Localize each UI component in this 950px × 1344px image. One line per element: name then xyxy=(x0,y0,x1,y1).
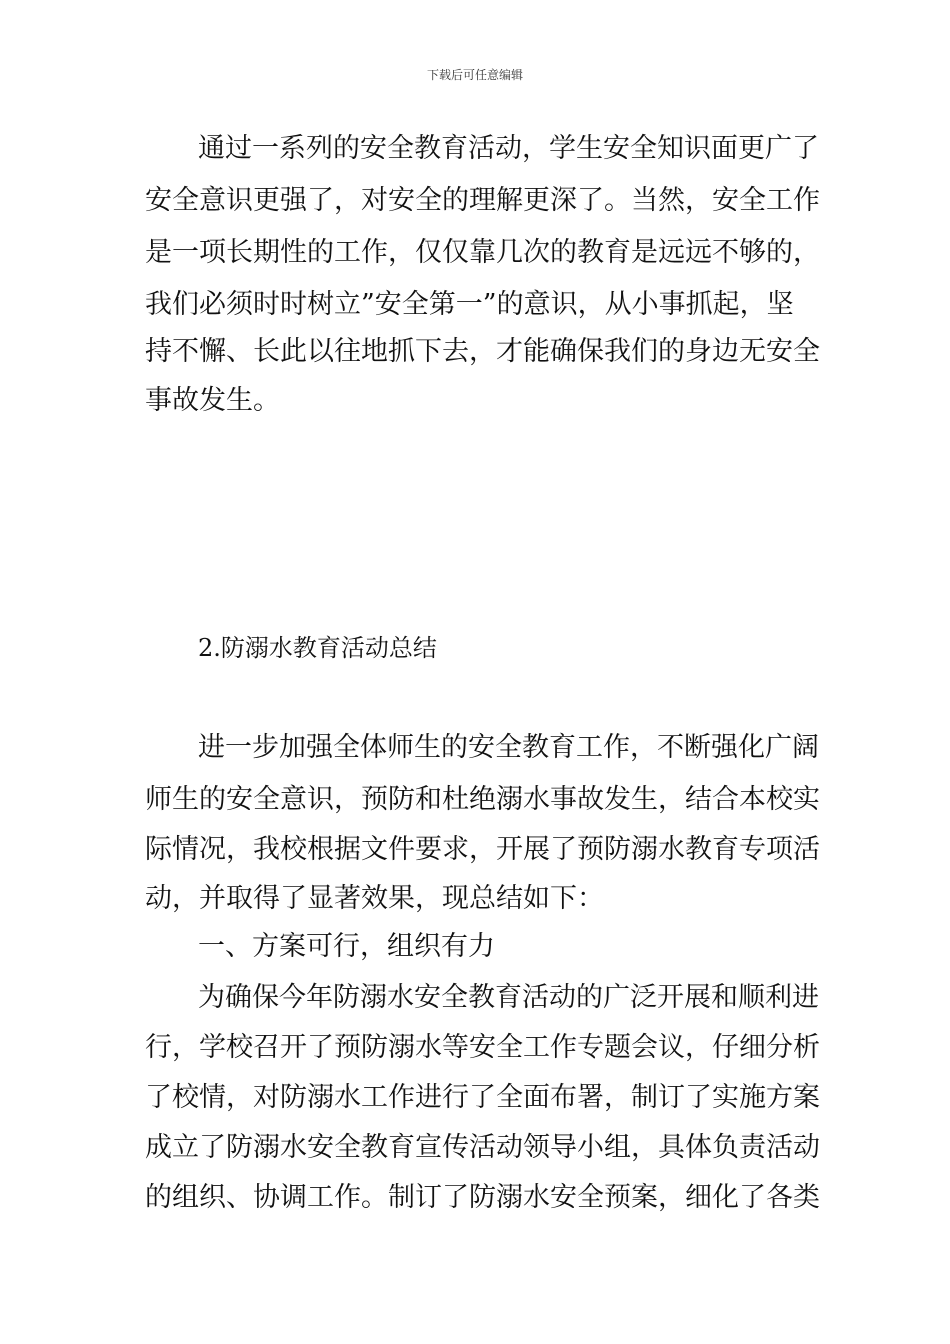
paragraph-line: 进一步加强全体师生的安全教育工作，不断强化广阔 xyxy=(198,732,819,763)
paragraph-line: 师生的安全意识，预防和杜绝溺水事故发生，结合本校实 xyxy=(145,784,820,815)
paragraph-line: 的组织、协调工作。制订了防溺水安全预案，细化了各类 xyxy=(145,1182,820,1213)
paragraph-line: 为确保今年防溺水安全教育活动的广泛开展和顺利进 xyxy=(198,982,819,1013)
paragraph-line: 持不懈、长此以往地抓下去，才能确保我们的身边无安全 xyxy=(145,336,820,367)
paragraph-line: 了校情，对防溺水工作进行了全面布署，制订了实施方案 xyxy=(145,1082,820,1113)
subheading: 一、方案可行，组织有力 xyxy=(198,931,495,962)
paragraph-line: 事故发生。 xyxy=(145,385,280,416)
paragraph-line: 通过一系列的安全教育活动，学生安全知识面更广了 xyxy=(198,133,819,164)
paragraph-line: 成立了防溺水安全教育宣传活动领导小组，具体负责活动 xyxy=(145,1132,820,1163)
paragraph-line: 行，学校召开了预防溺水等安全工作专题会议，仔细分析 xyxy=(145,1032,820,1063)
paragraph-line: 是一项长期性的工作，仅仅靠几次的教育是远远不够的， xyxy=(145,237,820,268)
paragraph-line: 我们必须时时树立”安全第一”的意识，从小事抓起，坚 xyxy=(145,289,794,320)
page-header: 下载后可任意编辑 xyxy=(426,68,523,82)
paragraph-line: 动，并取得了显著效果，现总结如下： xyxy=(145,883,604,914)
paragraph-line: 际情况，我校根据文件要求，开展了预防溺水教育专项活 xyxy=(145,834,820,865)
section-heading: 2.防溺水教育活动总结 xyxy=(198,634,437,662)
paragraph-line: 安全意识更强了，对安全的理解更深了。当然，安全工作 xyxy=(145,185,820,216)
